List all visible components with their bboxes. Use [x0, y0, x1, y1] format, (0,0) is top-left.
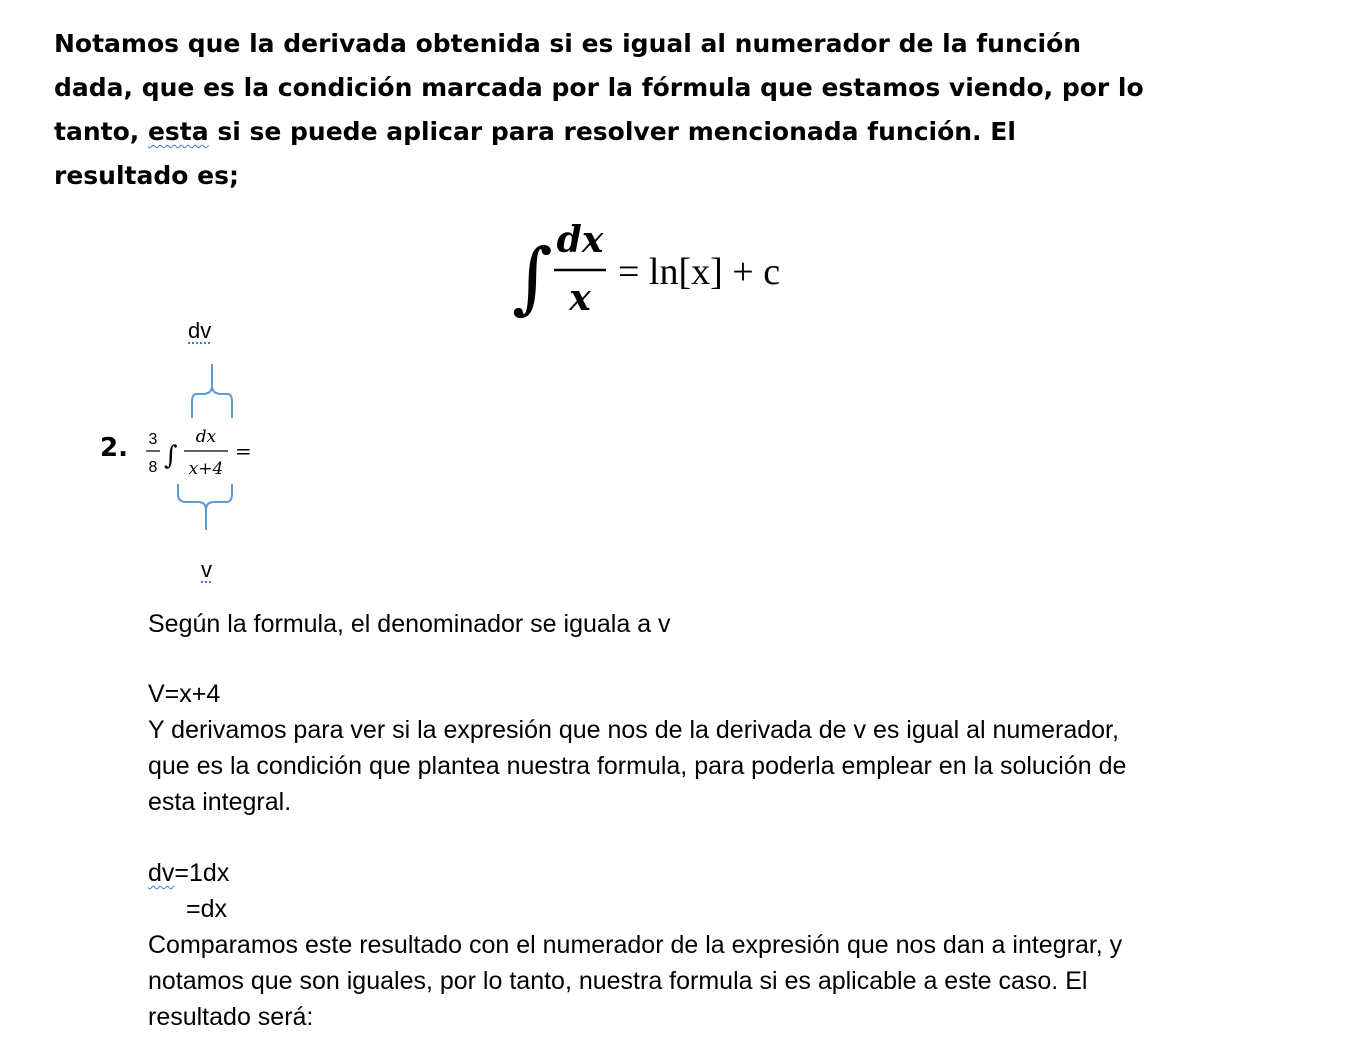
intro-line-3: [54, 110, 1314, 154]
brace-label-v: v: [201, 557, 212, 582]
intro-line-3-post: si se puede aplicar para resolver mencionada función. El: [208, 117, 1016, 146]
item2-denominator: x+4: [188, 459, 224, 479]
dv-equation: [148, 855, 1328, 891]
segun-line: Según la formula, el denominador se iguala a v: [148, 610, 671, 638]
intro-line-3-pre: tanto,: [54, 117, 148, 146]
formula1-numerator: dx: [556, 219, 604, 261]
formula-item-2: [140, 418, 270, 486]
dv-equation-rest: =1dx: [174, 859, 230, 887]
v-equation: V=x+4: [148, 680, 221, 708]
paragraph-comparamos-line-3: resultado será:: [148, 1003, 314, 1031]
intro-line-2: dada, que es la condición marcada por la fórmula que estamos viendo, por lo: [54, 73, 1144, 102]
integral-sign: ∫: [512, 233, 553, 323]
paragraph-derivamos-line-1: Y derivamos para ver si la expresión que nos de la derivada de v es igual al numerador,: [148, 716, 1119, 744]
intro-paragraph: [54, 22, 1314, 198]
formula-integral-dx-over-x: [510, 212, 830, 324]
item2-equals: =: [235, 439, 252, 463]
formula1-denominator: x: [569, 277, 591, 319]
paragraph-derivamos: [148, 712, 1308, 820]
coef-numerator: 3: [148, 431, 158, 448]
spellcheck-word-dv: dv: [148, 859, 175, 887]
bottom-brace-icon: [178, 484, 232, 530]
paragraph-comparamos: [148, 927, 1308, 1035]
paragraph-derivamos-line-2: que es la condición que plantea nuestra formula, para poderla emplear en la solución de: [148, 752, 1127, 780]
top-brace-icon: [192, 364, 232, 418]
dx-equation: =dx: [186, 895, 228, 923]
spellcheck-word-esta: esta: [147, 117, 209, 146]
formula1-rhs: = ln[x] + c: [618, 251, 781, 293]
coef-denominator: 8: [148, 459, 158, 476]
paragraph-comparamos-line-2: notamos que son iguales, por lo tanto, nuestra formula si es aplicable a este caso. El: [148, 967, 1088, 995]
intro-line-1: Notamos que la derivada obtenida si es igual al numerador de la función: [54, 29, 1082, 58]
brace-label-dv: dv: [188, 318, 212, 343]
paragraph-comparamos-line-1: Comparamos este resultado con el numerador de la expresión que nos dan a integrar, y: [148, 931, 1123, 959]
item-number: 2.: [100, 433, 128, 463]
item2-numerator: dx: [195, 427, 217, 447]
paragraph-derivamos-line-3: esta integral.: [148, 788, 292, 816]
intro-line-4: resultado es;: [54, 161, 239, 190]
item2-integral-sign: ∫: [164, 441, 178, 471]
